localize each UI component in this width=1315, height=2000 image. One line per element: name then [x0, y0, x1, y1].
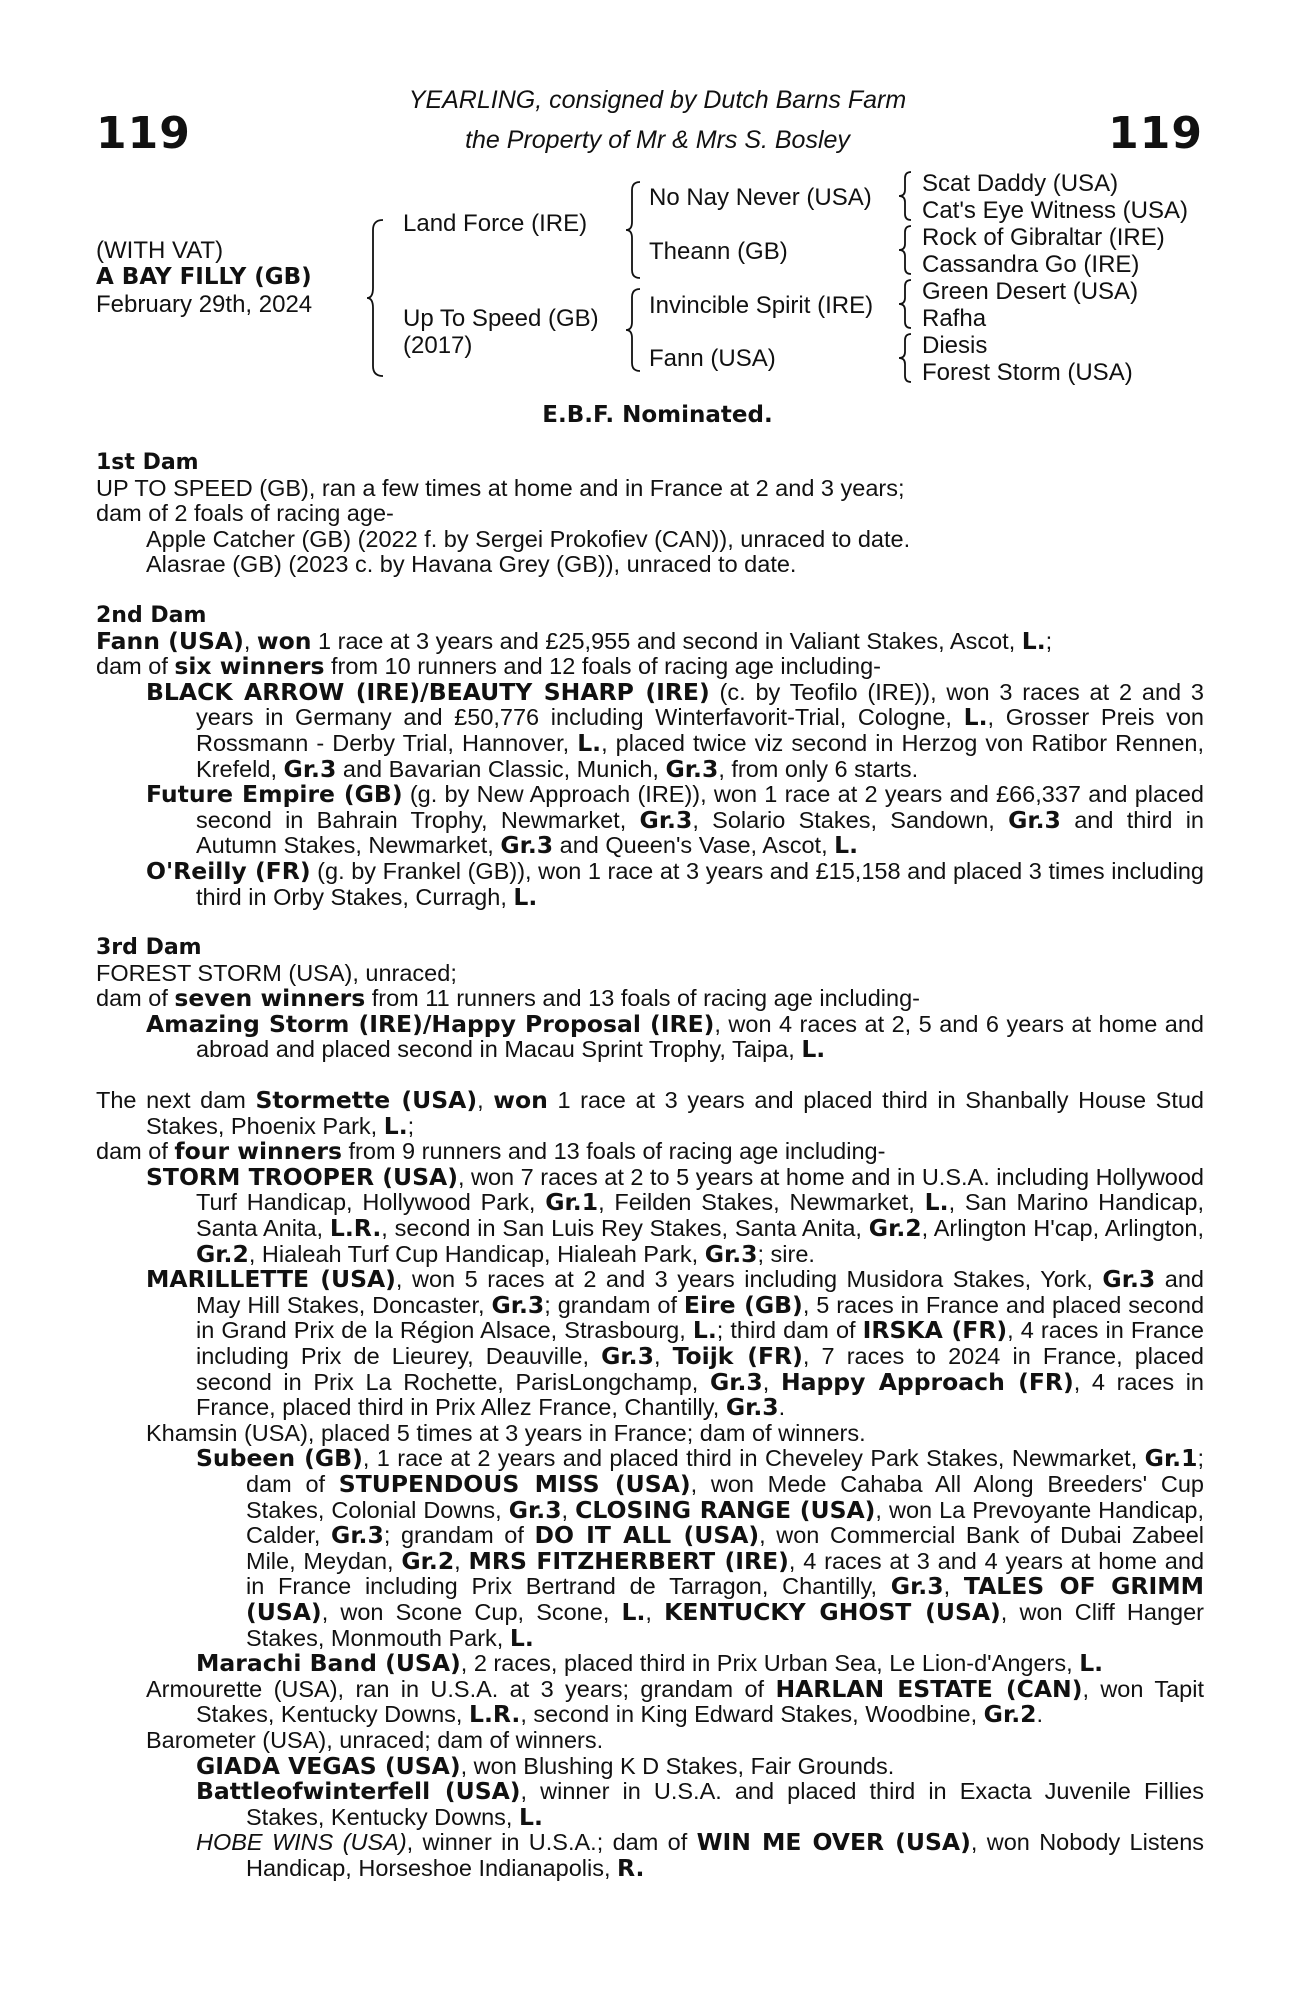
catalogue-body	[96, 450, 1204, 1881]
produce-entry: BLACK ARROW (IRE)/BEAUTY SHARP (IRE) (c. by Teofilo (IRE)), won 3 races at 2 and 3 years in Germany and £50,776 including Winterfavorit-Trial, Cologne, L., Grosser Preis von Rossmann - Derby Trial, Hannover, L., placed twice viz second in Herzog von Ratibor Rennen, Krefeld, Gr.3 and Bavarian Classic, Munich, Gr.3, from only 6 starts.	[146, 677, 1204, 783]
pedigree-brace-g4	[897, 332, 915, 384]
pedigree-g3-3: Rock of Gibraltar (IRE)	[922, 224, 1165, 251]
produce-entry: GIADA VEGAS (USA), won Blushing K D Stakes, Fair Grounds.	[196, 1751, 895, 1780]
produce-entry: HOBE WINS (USA), winner in U.S.A.; dam of WIN ME OVER (USA), won Nobody Listens Handicap, Horseshoe Indianapolis, R.	[196, 1828, 1205, 1882]
dam-summary: UP TO SPEED (GB), ran a few times at home and in France at 2 and 3 years;	[96, 474, 905, 501]
pedigree-dam-year: (2017)	[403, 332, 473, 359]
produce-entry: Barometer (USA), unraced; dam of winners.	[146, 1726, 604, 1753]
produce-name: BLACK ARROW (IRE)/BEAUTY SHARP (IRE)	[146, 677, 710, 706]
dam-summary: The next dam Stormette (USA), won 1 race at 3 years and placed third in Shanbally House Stud Stakes, Phoenix Park, L.;	[96, 1086, 1205, 1140]
produce-name: STORM TROOPER (USA)	[146, 1162, 458, 1191]
property-line: the Property of Mr & Mrs S. Bosley	[465, 126, 850, 154]
produce-name: O'Reilly (FR)	[146, 856, 311, 885]
section-heading: 2nd Dam	[96, 602, 207, 628]
pedigree-dam-sire: Invincible Spirit (IRE)	[649, 292, 874, 319]
produce-name: MARILLETTE (USA)	[146, 1265, 396, 1294]
pedigree-sire-sire: No Nay Never (USA)	[649, 184, 872, 211]
produce-name: GIADA VEGAS (USA)	[196, 1751, 461, 1780]
pedigree-g3-2: Cat's Eye Witness (USA)	[922, 197, 1188, 224]
section-third-dam	[96, 935, 1204, 1063]
produce-entry: Marachi Band (USA), 2 races, placed third in Prix Urban Sea, Le Lion-d'Angers, L.	[196, 1649, 1104, 1678]
dam-winners-line: dam of four winners from 9 runners and 13 foals of racing age including-	[96, 1137, 886, 1166]
lot-number-left: 119	[96, 108, 191, 159]
produce-entry: Battleofwinterfell (USA), winner in U.S.A. and placed third in Exacta Juvenile Fillies Stakes, Kentucky Downs, L.	[196, 1777, 1204, 1831]
produce-entry: Future Empire (GB) (g. by New Approach (IRE)), won 1 race at 2 years and £66,337 and placed second in Bahrain Trophy, Newmarket, Gr.3, Solario Stakes, Sandown, Gr.3 and third in Autumn Stakes, Newmarket, Gr.3 and Queen's Vase, Ascot, L.	[146, 780, 1204, 860]
produce-name: HOBE WINS (USA)	[196, 1829, 407, 1856]
produce-name: Future Empire (GB)	[146, 780, 403, 809]
produce-entry: Khamsin (USA), placed 5 times at 3 years in France; dam of winners.	[146, 1419, 866, 1446]
pedigree-g3-7: Diesis	[922, 332, 988, 359]
pedigree-brace-sire	[624, 180, 644, 280]
dam-name: Fann (USA)	[96, 626, 244, 655]
dam-summary: Fann (USA), won 1 race at 3 years and £25,955 and second in Valiant Stakes, Ascot, L.;	[96, 626, 1053, 655]
consignor-line: YEARLING, consigned by Dutch Barns Farm	[408, 86, 907, 114]
pedigree-sire-dam: Theann (GB)	[649, 238, 788, 265]
dam-winners-line: dam of seven winners from 11 runners and 13 foals of racing age including-	[96, 984, 920, 1013]
produce-name: Marachi Band (USA)	[196, 1649, 461, 1678]
pedigree-dam: Up To Speed (GB)	[403, 305, 599, 332]
dam-foals-line: dam of 2 foals of racing age-	[96, 500, 394, 527]
section-next-dam	[96, 1088, 1204, 1881]
pedigree-g3-1: Scat Daddy (USA)	[922, 170, 1119, 197]
section-first-dam	[96, 450, 1204, 578]
pedigree-brace-g3	[897, 278, 915, 330]
pedigree-sire: Land Force (IRE)	[403, 210, 588, 237]
vat-label: (WITH VAT)	[96, 237, 224, 264]
section-heading: 3rd Dam	[96, 935, 202, 961]
consignor-block	[0, 80, 1315, 160]
produce-entry: O'Reilly (FR) (g. by Frankel (GB)), won 1 race at 3 years and £15,158 and placed 3 times including third in Orby Stakes, Curragh, L.	[146, 856, 1204, 911]
produce-name: Subeen (GB)	[196, 1444, 363, 1473]
pedigree-g3-5: Green Desert (USA)	[922, 278, 1139, 305]
produce-name: Amazing Storm (IRE)/Happy Proposal (IRE)	[146, 1009, 715, 1038]
horse-dob: February 29th, 2024	[96, 291, 313, 318]
lot-number-right: 119	[1108, 108, 1203, 159]
produce-name: Battleofwinterfell (USA)	[196, 1777, 521, 1806]
dam-winners-line: dam of six winners from 10 runners and 12 foals of racing age including-	[96, 652, 881, 681]
dam-summary: FOREST STORM (USA), unraced;	[96, 959, 457, 986]
pedigree-g3-8: Forest Storm (USA)	[922, 359, 1133, 386]
produce-entry: Amazing Storm (IRE)/Happy Proposal (IRE), won 4 races at 2, 5 and 6 years at home and abroad and placed second in Macau Sprint Trophy, Taipa, L.	[146, 1009, 1204, 1064]
ebf-nominated: E.B.F. Nominated.	[542, 402, 773, 428]
dam-name: Stormette (USA)	[255, 1086, 478, 1115]
foal-entry: Apple Catcher (GB) (2022 f. by Sergei Prokofiev (CAN)), unraced to date.	[146, 525, 911, 552]
produce-entry: Subeen (GB), 1 race at 2 years and placed third in Cheveley Park Stakes, Newmarket, Gr.1; dam of STUPENDOUS MISS (USA), won Mede Cahaba All Along Breeders' Cup Stakes, Colonial Downs, Gr.3, CLOSING RANGE (USA), won La Prevoyante Handicap, Calder, Gr.3; grandam of DO IT ALL (USA), won Commercial Bank of Dubai Zabeel Mile, Meydan, Gr.2, MRS FITZHERBERT (IRE), 4 races at 3 and 4 years at home and in France including Prix Bertrand de Tarragon, Chantilly, Gr.3, TALES OF GRIMM (USA), won Scone Cup, Scone, L., KENTUCKY GHOST (USA), won Cliff Hanger Stakes, Monmouth Park, L.	[196, 1444, 1205, 1652]
pedigree-g3-4: Cassandra Go (IRE)	[922, 251, 1140, 278]
section-heading: 1st Dam	[96, 450, 199, 475]
pedigree-dam-dam: Fann (USA)	[649, 345, 776, 372]
produce-entry: STORM TROOPER (USA), won 7 races at 2 to 5 years at home and in U.S.A. including Hollywood Turf Handicap, Hollywood Park, Gr.1, Feilden Stakes, Newmarket, L., San Marino Handicap, Santa Anita, L.R., second in San Luis Rey Stakes, Santa Anita, Gr.2, Arlington H'cap, Arlington, Gr.2, Hialeah Turf Cup Handicap, Hialeah Park, Gr.3; sire.	[146, 1162, 1205, 1268]
horse-name: A BAY FILLY (GB)	[96, 264, 312, 290]
produce-entry: MARILLETTE (USA), won 5 races at 2 and 3 years including Musidora Stakes, York, Gr.3 and May Hill Stakes, Doncaster, Gr.3; grandam of Eire (GB), 5 races in France and placed second in Grand Prix de la Région Alsace, Strasbourg, L.; third dam of IRSKA (FR), 4 races in France including Prix de Lieurey, Deauville, Gr.3, Toijk (FR), 7 races to 2024 in France, placed second in Prix La Rochette, ParisLongchamp, Gr.3, Happy Approach (FR), 4 races in France, placed third in Prix Allez France, Chantilly, Gr.3.	[146, 1265, 1205, 1422]
pedigree-g3-6: Rafha	[922, 305, 987, 332]
foal-entry: Alasrae (GB) (2023 c. by Havana Grey (GB)), unraced to date.	[146, 551, 797, 578]
pedigree-brace-dam	[624, 287, 644, 373]
produce-entry: Armourette (USA), ran in U.S.A. at 3 years; grandam of HARLAN ESTATE (CAN), won Tapit Stakes, Kentucky Downs, L.R., second in King Edward Stakes, Woodbine, Gr.2.	[146, 1674, 1204, 1729]
pedigree-brace-main	[365, 218, 389, 378]
pedigree-brace-g1	[897, 170, 915, 222]
pedigree-brace-g2	[897, 224, 915, 276]
section-second-dam	[96, 603, 1204, 910]
